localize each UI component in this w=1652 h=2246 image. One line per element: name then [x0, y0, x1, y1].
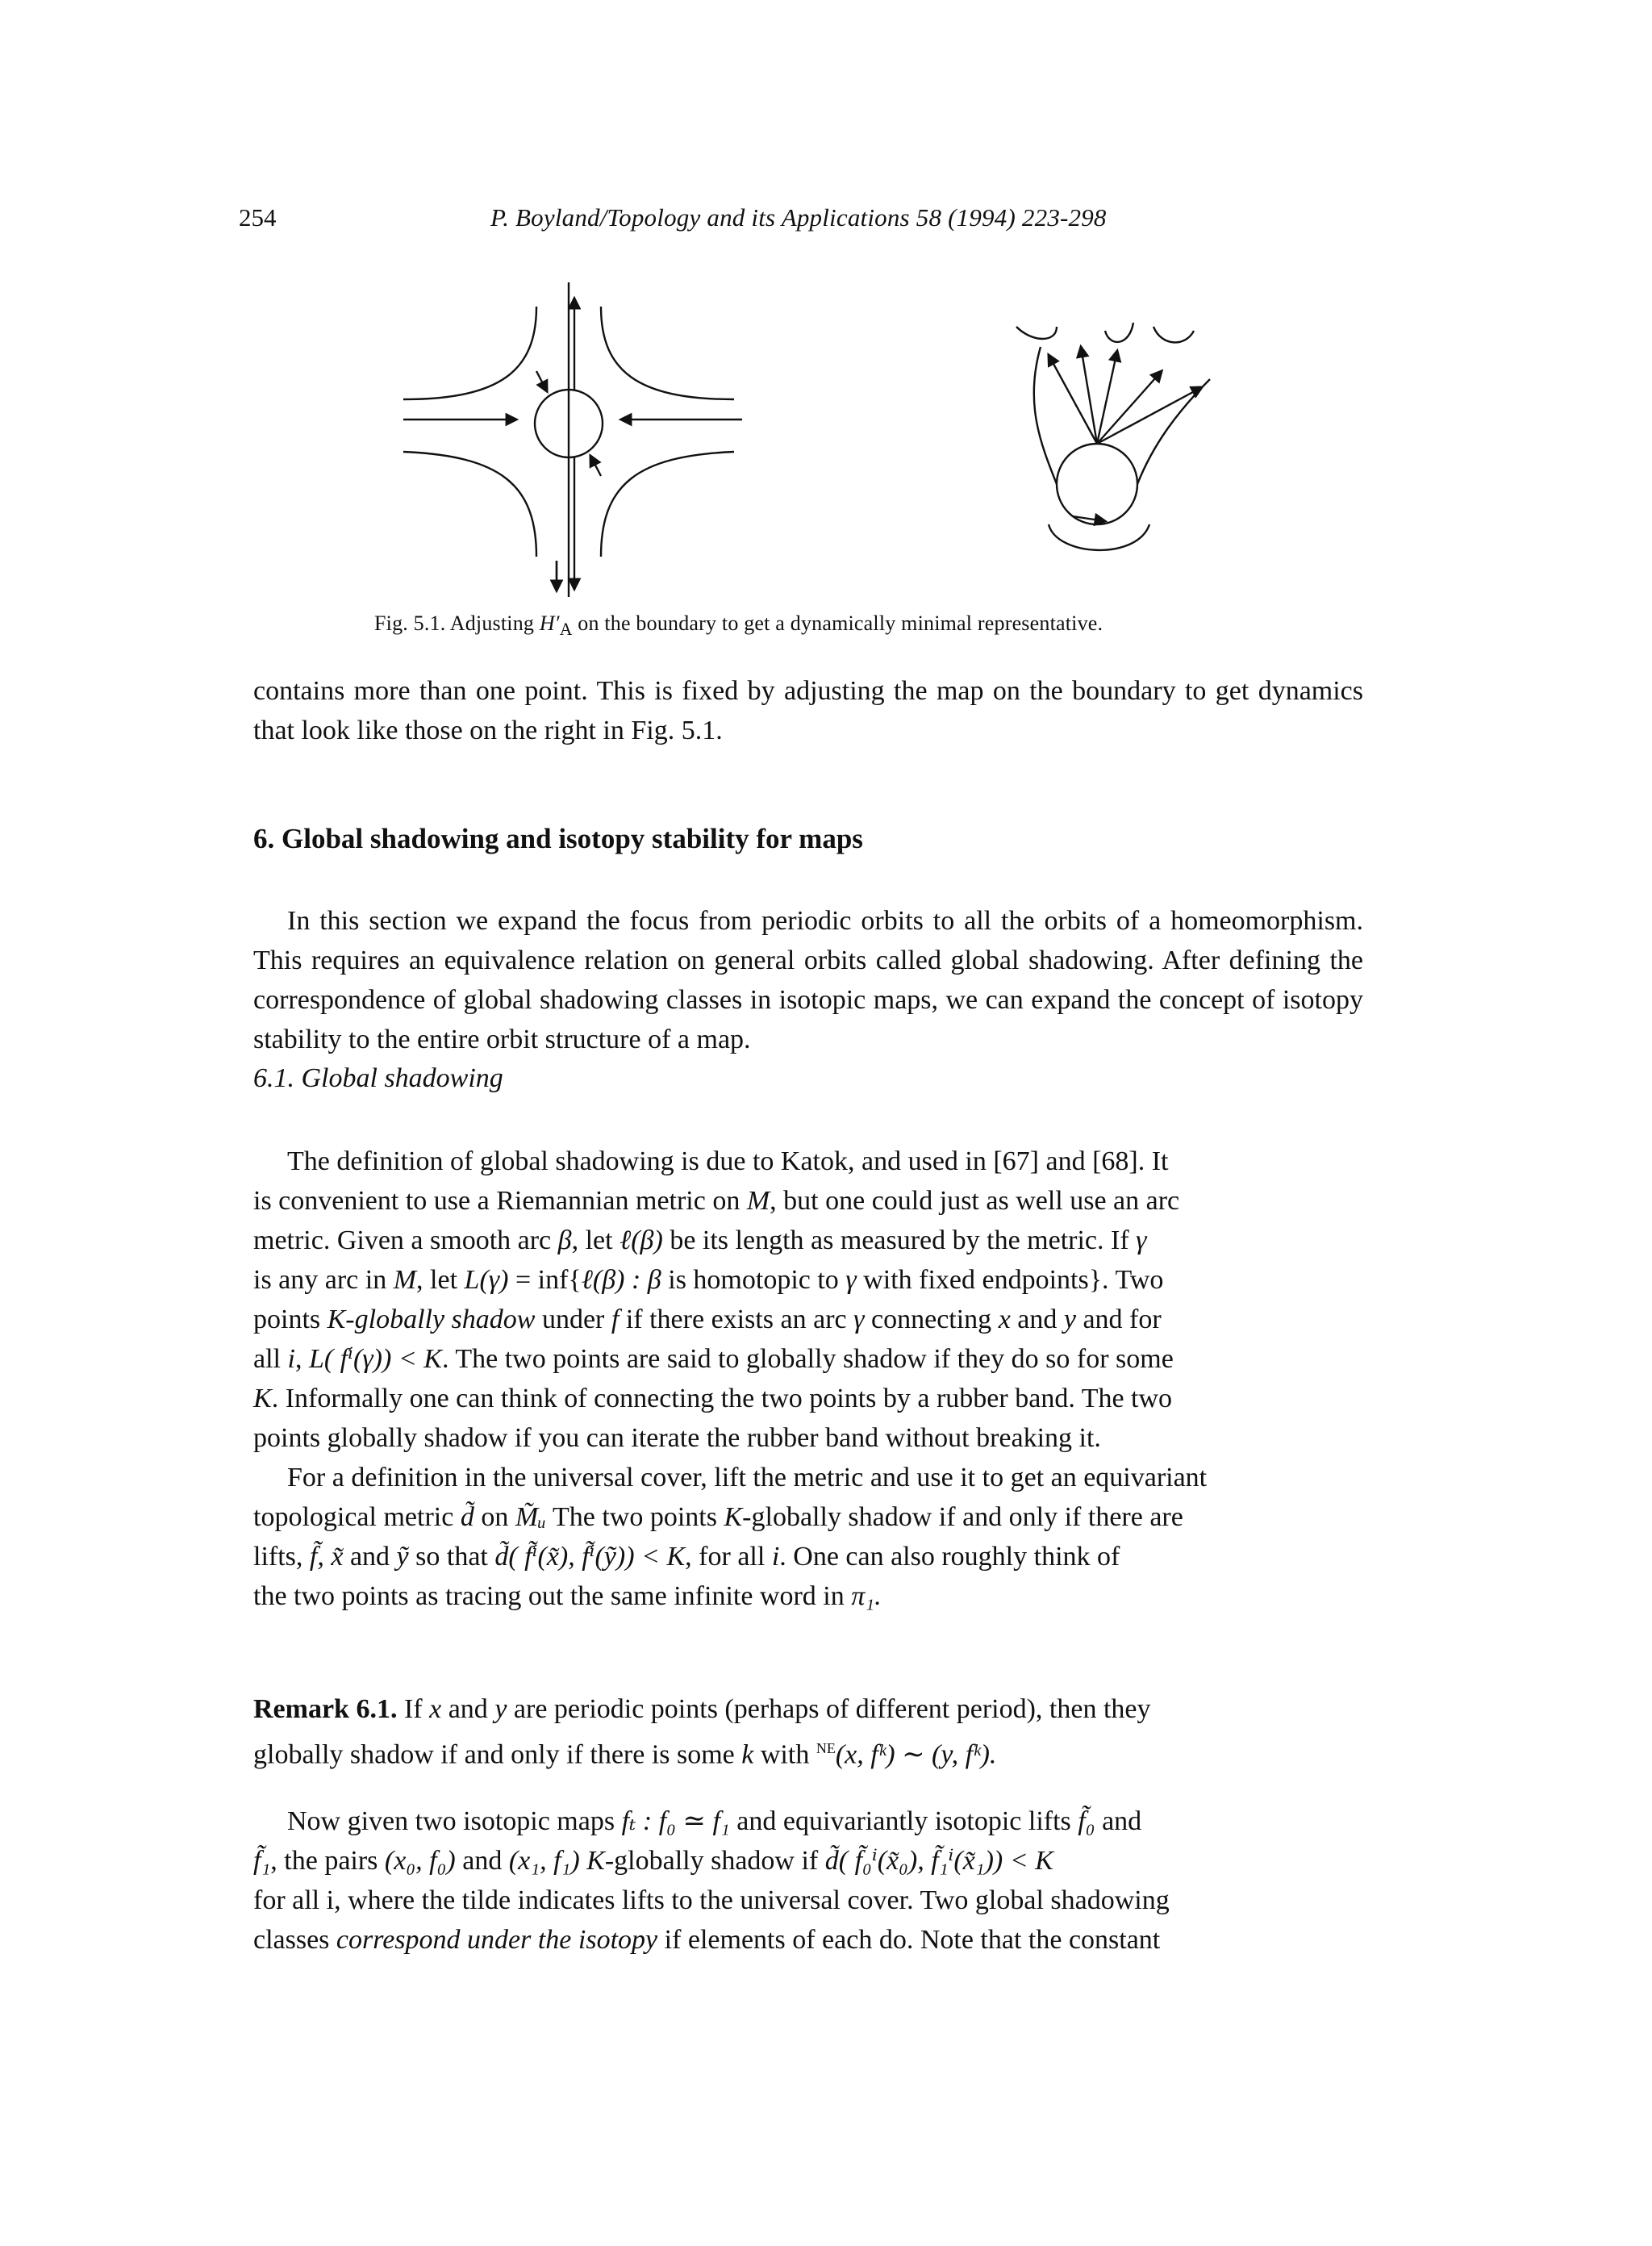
figure-left-diagram: [403, 282, 742, 597]
figure-caption: Fig. 5.1. Adjusting $H'_A$ on the boundary to get a dynamically minimal representative.: [374, 612, 1103, 640]
running-head: P. Boyland/Topology and its Applications 58 (1994) 223-298: [490, 203, 1107, 232]
right-boundary-circle: [1057, 444, 1137, 524]
page-number: 254: [239, 203, 277, 232]
section-intro: In this section we expand the focus from periodic orbits to all the orbits of a homeomorphism. This requires an equivalence relation on general orbits called global shadowing. After defining the correspondence of global shadowing classes in isotopic maps, we can expand the concept of isotopy stability to the entire orbit structure of a map.: [253, 906, 1363, 1054]
section-title: 6. Global shadowing and isotopy stability for maps: [253, 823, 863, 854]
continuation-paragraph: contains more than one point. This is fixed by adjusting the map on the boundary to get dynamics that look like those on the right in Fig. 5.1.: [253, 676, 1363, 745]
figure-right-diagram: [1016, 323, 1210, 550]
figure-5-1: [355, 282, 1291, 597]
subsection-title: 6.1. Global shadowing: [253, 1063, 503, 1093]
paragraph-isotopic-maps: Now given two isotopic maps fₜ : f₀ ≃ f₁ and equivariantly isotopic lifts f̃₀ and f̃₁, the pairs (x₀, f₀) and (x₁, f₁) K-globally shadow if d̃( f̃₀ⁱ(x̃₀), f̃₁ⁱ(x̃₁)) < K for all i, where the tilde indicates lifts to the universal cover. Two global shadowing classes correspond under the isotopy if elements of each do. Note that the constant: [253, 1806, 1170, 1955]
paragraph-definition: The definition of global shadowing is due to Katok, and used in [67] and [68]. It is convenient to use a Riemannian metric on M, but one could just as well use an arc metric. Given a smooth arc β, let ℓ(β) be its length as measured by the metric. If γ is any arc in M, let L(γ) = inf{ℓ(β) : β is homotopic to γ with fixed endpoints}. Two points K-globally shadow under f if there exists an arc γ connecting x and y and for all i, L( fⁱ(γ)) < K. The two points are said to globally shadow if they do so for some K. Informally one can think of connecting the two points by a rubber band. The two points globally shadow if you can iterate the rubber band without breaking it. For a definition in the universal cover, lift the metric and use it to get an equivariant topological metric d̃ on M̃ᵤ The two points K-globally shadow if and only if there are lifts, f̃, x̃ and ỹ so that d̃( f̃ⁱ(x̃), f̃ⁱ(ỹ)) < K, for all i. One can also roughly think of the two points as tracing out the same infinite word in π₁.: [253, 1146, 1208, 1611]
remark-6-1: Remark 6.1. If x and y are periodic points (perhaps of different period), then they globally shadow if and only if there is some k with $^{NE}$(x, fᵏ) ∼ (y, fᵏ).: [253, 1694, 1151, 1770]
